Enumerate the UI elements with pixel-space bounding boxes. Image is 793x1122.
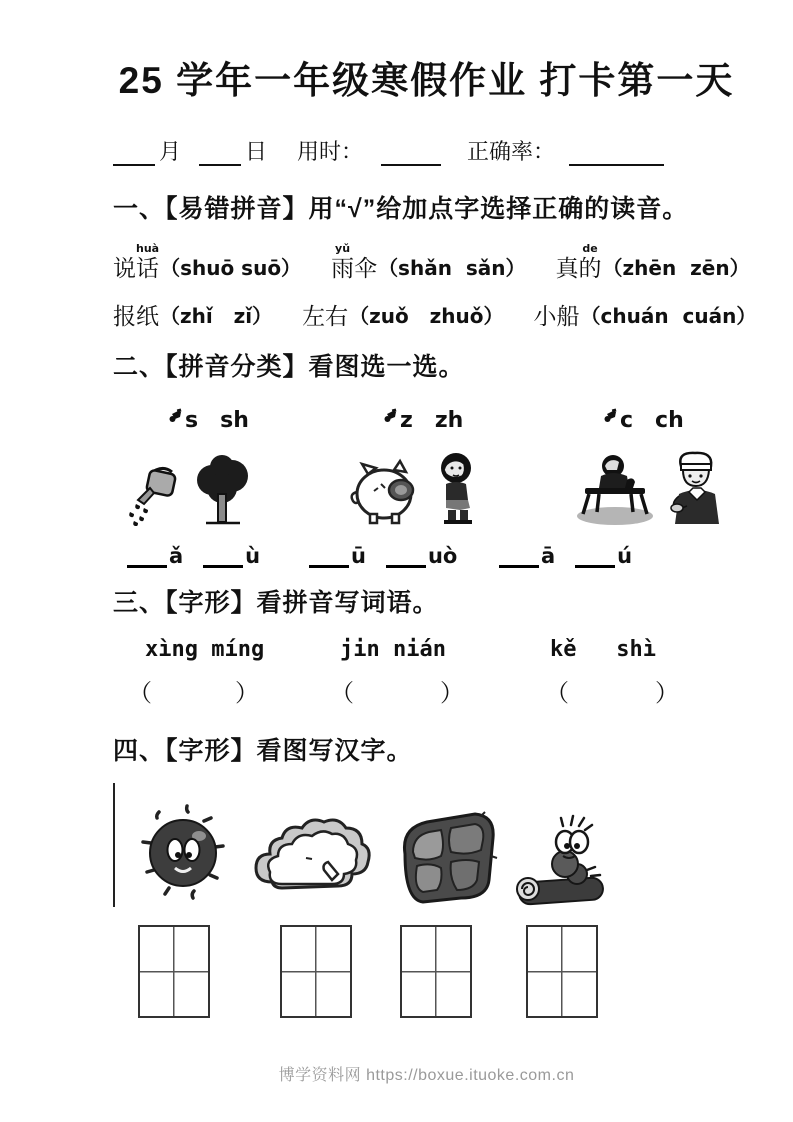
hanzi-char: 说 bbox=[113, 256, 136, 281]
hanzi-char: 左 bbox=[302, 304, 326, 329]
paren-open: （ bbox=[128, 679, 152, 707]
section2-images bbox=[113, 446, 740, 526]
hanzi-char: 真 bbox=[555, 256, 579, 281]
meta-line bbox=[113, 136, 740, 166]
tree-image bbox=[192, 454, 254, 526]
pinyin-options[interactable]: （chuán cuán） bbox=[580, 304, 757, 328]
footer-watermark: 博学资料网 https://boxue.ituoke.com.cn bbox=[278, 1067, 575, 1084]
paren-open: （ bbox=[330, 679, 354, 707]
paren-open: （ bbox=[545, 679, 569, 707]
hanzi-char: 的 bbox=[578, 256, 602, 281]
section4-images bbox=[113, 796, 740, 910]
pinyin-word: jin nián bbox=[340, 637, 446, 662]
blank-suffix: ū bbox=[351, 544, 366, 568]
letter-pair-z-zh[interactable] bbox=[383, 408, 463, 433]
ruby-annotation: huà bbox=[136, 242, 160, 255]
section2-heading: 二、【拼音分类】看图选一选。 bbox=[113, 353, 465, 381]
option-label[interactable]: s bbox=[185, 408, 199, 433]
pinyin-options[interactable]: （shǎn sǎn） bbox=[378, 256, 526, 280]
hanzi-char: 右 bbox=[325, 304, 349, 329]
blank-group bbox=[309, 544, 457, 568]
section1-row-1 bbox=[113, 234, 750, 282]
word-item bbox=[113, 303, 272, 330]
field-image bbox=[391, 806, 501, 910]
section3-heading: 三、【字形】看拼音写词语。 bbox=[113, 589, 439, 617]
section3-pinyin bbox=[113, 632, 740, 662]
option-label[interactable]: zh bbox=[434, 408, 464, 433]
wiping-table-image bbox=[575, 454, 655, 526]
option-label[interactable]: z bbox=[400, 408, 413, 433]
pinyin-word: kě shì bbox=[550, 637, 656, 662]
blank-group bbox=[499, 544, 632, 568]
blank-suffix: ú bbox=[617, 544, 633, 568]
page-title: 25 学年一年级寒假作业 打卡第一天 bbox=[118, 60, 735, 101]
blank-suffix: ù bbox=[245, 544, 261, 568]
hanzi-char: 伞 bbox=[354, 256, 378, 281]
bullet-icon bbox=[603, 408, 618, 425]
watering-can-image bbox=[128, 460, 182, 526]
writing-grid[interactable] bbox=[280, 925, 352, 1018]
paren-close: ） bbox=[655, 679, 679, 707]
word-item bbox=[113, 242, 301, 282]
sitting-girl-image bbox=[432, 452, 478, 526]
blank-group bbox=[127, 544, 260, 568]
pinyin-options[interactable]: （zuǒ zhuǒ） bbox=[349, 304, 504, 328]
section2-letter-options bbox=[113, 408, 740, 438]
letter-pair-s-sh[interactable] bbox=[168, 408, 249, 433]
cloud-image bbox=[248, 802, 376, 910]
time-label: 用时： bbox=[297, 139, 364, 164]
paren-close: ） bbox=[235, 679, 259, 707]
section2-answer-blanks bbox=[113, 538, 740, 570]
option-label[interactable]: c bbox=[620, 408, 634, 433]
hanzi-char: 话 bbox=[136, 256, 160, 281]
pinyin-options[interactable]: （zhǐ zǐ） bbox=[160, 304, 273, 328]
section1-heading: 一、【易错拼音】用“√”给加点字选择正确的读音。 bbox=[113, 195, 689, 223]
bullet-icon bbox=[383, 408, 398, 425]
hanzi-char: 船 bbox=[556, 304, 580, 329]
pinyin-blank[interactable] bbox=[499, 547, 539, 568]
pinyin-options[interactable]: （shuō suō） bbox=[160, 256, 302, 280]
blank-suffix: ā bbox=[541, 544, 556, 568]
month-label: 月 bbox=[159, 139, 182, 164]
hanzi-char: 报 bbox=[113, 304, 136, 329]
pinyin-blank[interactable] bbox=[386, 547, 426, 568]
caterpillar-image bbox=[511, 812, 611, 910]
pinyin-word: xìng míng bbox=[145, 637, 265, 662]
blank-suffix: ǎ bbox=[169, 544, 184, 568]
pinyin-blank[interactable] bbox=[203, 547, 243, 568]
ruby-annotation: de bbox=[582, 242, 598, 255]
accuracy-blank[interactable] bbox=[569, 142, 664, 166]
month-blank[interactable] bbox=[113, 142, 155, 166]
word-item bbox=[331, 242, 525, 282]
hanzi-char: 小 bbox=[533, 304, 557, 329]
writing-grid[interactable] bbox=[400, 925, 472, 1018]
pinyin-blank[interactable] bbox=[127, 547, 167, 568]
bullet-icon bbox=[168, 408, 183, 425]
hanzi-char: 雨 bbox=[331, 256, 355, 281]
day-label: 日 bbox=[245, 139, 268, 164]
option-label[interactable]: sh bbox=[220, 408, 249, 433]
hanzi-char: 纸 bbox=[136, 304, 159, 329]
day-blank[interactable] bbox=[199, 142, 241, 166]
sun-image bbox=[135, 798, 231, 910]
pig-image bbox=[348, 456, 422, 526]
chef-image bbox=[665, 450, 729, 526]
pinyin-blank[interactable] bbox=[309, 547, 349, 568]
word-item bbox=[556, 242, 750, 282]
section4-heading: 四、【字形】看图写汉字。 bbox=[113, 737, 413, 765]
word-item bbox=[302, 303, 503, 330]
ruby-annotation: yǔ bbox=[335, 242, 351, 255]
blank-suffix: uò bbox=[427, 544, 458, 568]
pinyin-options[interactable]: （zhēn zēn） bbox=[602, 256, 750, 280]
letter-pair-c-ch[interactable] bbox=[603, 408, 684, 433]
time-blank[interactable] bbox=[381, 142, 441, 166]
section4-writing-grids bbox=[113, 924, 740, 1018]
section3-answer-parens bbox=[113, 676, 740, 708]
section1-row-2 bbox=[113, 294, 757, 330]
writing-grid[interactable] bbox=[138, 925, 210, 1018]
word-item bbox=[534, 303, 757, 330]
paren-close: ） bbox=[440, 679, 464, 707]
writing-grid[interactable] bbox=[526, 925, 598, 1018]
option-label[interactable]: ch bbox=[655, 408, 684, 433]
accuracy-label: 正确率： bbox=[467, 139, 556, 164]
pinyin-blank[interactable] bbox=[575, 547, 615, 568]
